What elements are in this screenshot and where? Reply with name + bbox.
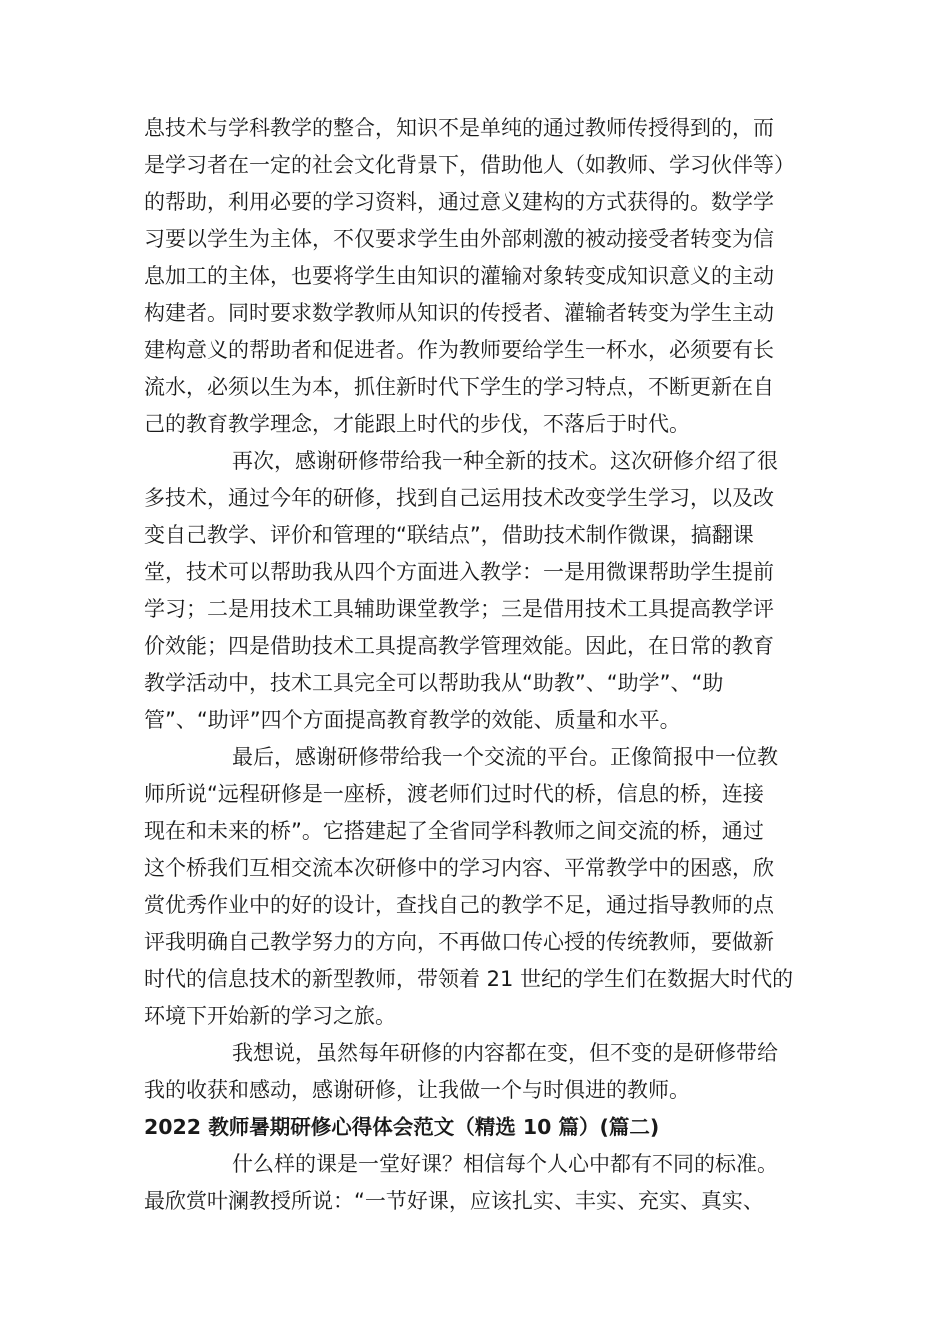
text-line: 息加工的主体，也要将学生由知识的灌输对象转变成知识意义的主动: [144, 264, 774, 288]
text-line: 再次，感谢研修带给我一种全新的技术。这次研修介绍了很: [232, 449, 778, 473]
text-line: 我的收获和感动，感谢研修，让我做一个与时俱进的教师。: [144, 1078, 690, 1102]
document-body: [144, 110, 814, 1220]
text-line: 的帮助，利用必要的学习资料，通过意义建构的方式获得的。数学学: [144, 190, 774, 214]
text-line: 习要以学生为主体，不仅要求学生由外部刺激的被动接受者转变为信: [144, 227, 774, 251]
text-line: 是学习者在一定的社会文化背景下，借助他人（如教师、学习伙伴等）: [144, 153, 795, 177]
text-line: 时代的信息技术的新型教师，带领着 21 世纪的学生们在数据大时代的: [144, 967, 794, 991]
text-line: 我想说，虽然每年研修的内容都在变，但不变的是研修带给: [232, 1041, 778, 1065]
text-line: 己的教育教学理念，才能跟上时代的步伐，不落后于时代。: [144, 412, 690, 436]
text-line: 最后，感谢研修带给我一个交流的平台。正像简报中一位教: [232, 745, 778, 769]
text-line: 管”、“助评”四个方面提高教育教学的效能、质量和水平。: [144, 708, 681, 732]
text-line: 什么样的课是一堂好课？相信每个人心中都有不同的标准。: [232, 1152, 778, 1176]
text-line: 环境下开始新的学习之旅。: [144, 1004, 396, 1028]
text-line: 师所说“远程研修是一座桥，渡老师们过时代的桥，信息的桥，连接: [144, 782, 764, 806]
text-line: 教学活动中，技术工具完全可以帮助我从“助教”、“助学”、“助: [144, 671, 724, 695]
text-line: 价效能；四是借助技术工具提高教学管理效能。因此，在日常的教育: [144, 634, 774, 658]
text-line: 变自己教学、评价和管理的“联结点”，借助技术制作微课，搞翻课: [144, 523, 754, 547]
text-line: 流水，必须以生为本，抓住新时代下学生的学习特点，不断更新在自: [144, 375, 774, 399]
text-line: 这个桥我们互相交流本次研修中的学习内容、平常教学中的困惑，欣: [144, 856, 774, 880]
text-line: 现在和未来的桥”。它搭建起了全省同学科教师之间交流的桥，通过: [144, 819, 764, 843]
text-line: 赏优秀作业中的好的设计，查找自己的教学不足，通过指导教师的点: [144, 893, 774, 917]
text-line: 学习；二是用技术工具辅助课堂教学；三是借用技术工具提高教学评: [144, 597, 774, 621]
text-line: 息技术与学科教学的整合，知识不是单纯的通过教师传授得到的，而: [144, 116, 774, 140]
text-line: 最欣赏叶澜教授所说：“一节好课，应该扎实、丰实、充实、真实、: [144, 1189, 764, 1213]
text-line: 堂，技术可以帮助我从四个方面进入教学：一是用微课帮助学生提前: [144, 560, 774, 584]
text-line: 多技术，通过今年的研修，找到自己运用技术改变学生学习，以及改: [144, 486, 774, 510]
text-line: 构建者。同时要求数学教师从知识的传授者、灌输者转变为学生主动: [144, 301, 774, 325]
section-heading: 2022 教师暑期研修心得体会范文（精选 10 篇）(篇二): [144, 1115, 660, 1139]
text-line: 建构意义的帮助者和促进者。作为教师要给学生一杯水，必须要有长: [144, 338, 774, 362]
text-line: 评我明确自己教学努力的方向，不再做口传心授的传统教师，要做新: [144, 930, 774, 954]
